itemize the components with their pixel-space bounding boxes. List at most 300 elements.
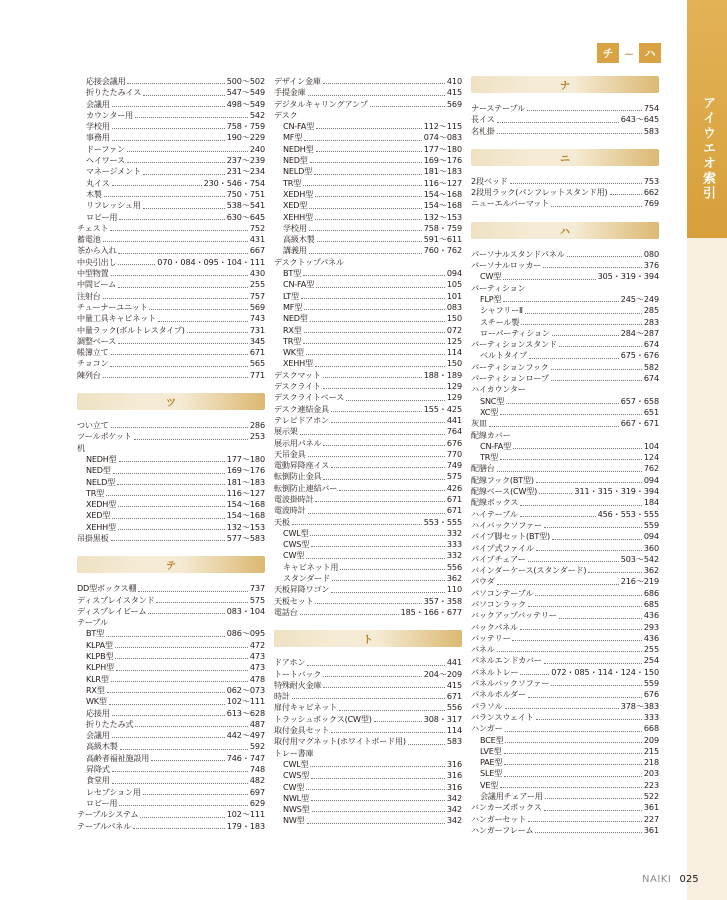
entry-label: RX型	[283, 324, 302, 335]
section-tab-shade	[687, 238, 727, 900]
entry-label: XED型	[283, 200, 308, 211]
entry-label: CWL型	[283, 527, 309, 538]
index-entry	[274, 550, 462, 561]
entry-label: 食堂用	[86, 775, 110, 786]
leader-dots	[103, 377, 248, 378]
entry-label: テーブルパネル	[77, 820, 131, 831]
entry-pages: 749	[446, 460, 462, 471]
leader-dots	[308, 456, 445, 457]
entry-pages: 762	[643, 463, 659, 474]
entry-pages: 559	[643, 678, 659, 689]
leader-dots	[551, 685, 642, 686]
entry-label: ドーファン	[86, 143, 125, 154]
index-entry	[77, 370, 265, 381]
entry-label: 会議用チェアー用	[480, 791, 543, 802]
entry-pages: 114	[446, 725, 462, 736]
entry-label: LVE型	[480, 745, 502, 756]
index-entry	[77, 336, 265, 347]
entry-pages: 237～239	[226, 155, 265, 166]
index-entry	[77, 454, 265, 465]
index-entry	[274, 200, 462, 211]
entry-label: 電波時計	[274, 505, 306, 516]
leader-dots	[543, 267, 642, 268]
leader-dots	[119, 461, 225, 462]
entry-label: 木製	[86, 188, 102, 199]
index-entry	[471, 689, 659, 700]
index-entry	[274, 76, 462, 87]
entry-label: シャフリーⅡ	[480, 305, 523, 316]
leader-dots	[310, 162, 422, 163]
leader-dots	[119, 805, 248, 806]
leader-dots	[304, 309, 445, 310]
entry-label: ディスプレイスタンド	[77, 594, 155, 605]
entry-pages: 231～234	[226, 166, 265, 177]
leader-dots	[127, 162, 225, 163]
entry-pages: 361	[643, 802, 659, 813]
entry-label: MF型	[283, 132, 303, 143]
leader-dots	[118, 264, 155, 265]
leader-dots	[110, 230, 248, 231]
entry-label: 中量ラック(ボルトレスタイプ)	[77, 324, 185, 335]
index-entry	[471, 187, 659, 198]
entry-pages: 062～073	[226, 684, 265, 695]
entry-label: スタンダード	[283, 573, 331, 584]
entry-label: パソコンテーブル	[471, 587, 534, 598]
entry-pages: 253	[249, 431, 265, 442]
leader-dots	[118, 506, 225, 507]
leader-dots	[497, 584, 619, 585]
entry-pages: 592	[249, 741, 265, 752]
entry-pages: 582	[643, 361, 659, 372]
entry-pages: 185・166・677	[400, 606, 462, 617]
leader-dots	[559, 346, 642, 347]
leader-dots	[527, 110, 642, 111]
entry-pages: 410	[446, 76, 462, 86]
entry-label: 時計	[274, 691, 290, 702]
leader-dots	[104, 196, 225, 197]
entry-label: NED型	[86, 465, 111, 476]
leader-dots	[301, 298, 445, 299]
entry-label: XEHH型	[86, 521, 116, 532]
index-entry	[274, 449, 462, 460]
entry-label: テレビドアホン	[274, 414, 329, 425]
entry-label: 応接用	[86, 707, 110, 718]
index-entry	[274, 528, 462, 539]
leader-dots	[316, 128, 422, 129]
index-entry	[274, 178, 462, 189]
leader-dots	[339, 490, 445, 491]
leader-dots	[525, 313, 642, 314]
index-entry	[77, 431, 265, 442]
entry-pages: 569	[249, 301, 265, 312]
entry-label: 中間ビーム	[77, 279, 117, 290]
page-number: 025	[679, 874, 699, 885]
entry-label: デスクマット	[274, 369, 321, 380]
leader-dots	[106, 495, 225, 496]
entry-pages: 216～219	[620, 576, 659, 587]
entry-label: XEDH型	[86, 499, 117, 510]
entry-label: RX型	[86, 684, 105, 695]
index-entry	[471, 746, 659, 757]
leader-dots	[539, 493, 572, 494]
leader-dots	[610, 194, 642, 195]
entry-pages: 685	[643, 598, 659, 609]
leader-dots	[512, 640, 641, 641]
leader-dots	[309, 230, 422, 231]
index-entry	[77, 420, 265, 431]
leader-dots	[497, 133, 642, 134]
entry-pages: 154～168	[226, 499, 265, 510]
entry-pages: 674	[643, 339, 659, 350]
leader-dots	[112, 128, 225, 129]
entry-label: 中型物置	[77, 268, 109, 279]
entry-label: パイプチェアー	[471, 553, 526, 564]
entry-pages: 080	[643, 248, 659, 259]
leader-dots	[120, 749, 248, 750]
leader-dots	[138, 591, 247, 592]
leader-dots	[127, 151, 248, 152]
entry-pages: 125	[446, 335, 462, 346]
leader-dots	[528, 561, 619, 562]
entry-label: 配膳台	[471, 463, 495, 474]
entry-label: ハイテーブル	[471, 508, 518, 519]
entry-label: パネルエンドカバー	[471, 655, 542, 666]
entry-label: パソコンラック	[471, 598, 526, 609]
entry-pages: 086～095	[226, 628, 265, 639]
index-entry	[471, 384, 659, 395]
entry-label: パウダ	[471, 576, 495, 587]
index-entry	[274, 279, 462, 290]
index-entry	[471, 260, 659, 271]
leader-dots	[149, 309, 247, 310]
entry-pages: 643～645	[620, 114, 659, 125]
index-entry	[77, 533, 265, 544]
leader-dots	[112, 106, 225, 107]
entry-label: 折りたたみイス	[86, 87, 142, 98]
index-entry	[471, 678, 659, 689]
index-entry	[471, 441, 659, 452]
entry-pages: 357・358	[423, 595, 462, 606]
entry-pages: 101	[446, 290, 462, 301]
entry-label: テーブル	[77, 617, 108, 628]
index-entry	[77, 628, 265, 639]
index-entry	[471, 328, 659, 339]
entry-label: マネージメント	[86, 166, 141, 177]
entry-label: 講義用	[283, 245, 307, 256]
index-entry	[77, 775, 265, 786]
entry-pages: 316	[446, 781, 462, 792]
leader-dots	[339, 710, 445, 711]
entry-label: チューナーユニット	[77, 301, 148, 312]
entry-label: ハンガー	[471, 723, 503, 734]
entry-pages: 083	[446, 301, 462, 312]
entry-label: 展示用パネル	[274, 437, 322, 448]
index-entry	[274, 99, 462, 110]
leader-dots	[528, 606, 642, 607]
entry-pages: 569	[446, 98, 462, 109]
entry-label: 転倒防止連結バー	[274, 482, 338, 493]
entry-label: 蓄電池	[77, 234, 101, 245]
entry-pages: 436	[643, 632, 659, 643]
entry-label: バンカーズボックス	[471, 802, 542, 813]
kana-range-separator: －	[624, 49, 634, 61]
entry-pages: 676	[446, 437, 462, 448]
entry-label: WK型	[86, 696, 107, 707]
entry-label: 天板	[274, 516, 290, 527]
index-entry	[77, 121, 265, 132]
entry-label: XEHH型	[283, 358, 313, 369]
index-entry	[471, 554, 659, 565]
leader-dots	[117, 484, 225, 485]
index-entry	[274, 714, 462, 725]
entry-pages: 345	[249, 335, 265, 346]
entry-label: 調整ベース	[77, 335, 117, 346]
index-entry	[77, 443, 265, 454]
entry-pages: 181～183	[423, 166, 462, 177]
entry-label: リフレッシュ用	[86, 200, 141, 211]
leader-dots	[497, 471, 642, 472]
entry-label: トラッシュボックス(CW型)	[274, 713, 372, 724]
entry-pages: 657・658	[620, 395, 659, 406]
entry-pages: 668	[643, 723, 659, 734]
entry-label: 長イス	[471, 114, 495, 125]
index-column-2	[274, 76, 462, 827]
entry-label: 陳列台	[77, 369, 101, 380]
index-entry	[471, 565, 659, 576]
entry-label: チェスト	[77, 222, 109, 233]
entry-label: レセプション用	[86, 786, 141, 797]
entry-pages: 522	[643, 791, 659, 802]
entry-label: MF型	[283, 301, 303, 312]
entry-label: パーティションロープ	[471, 373, 549, 384]
entry-label: 電話台	[274, 606, 298, 617]
entry-label: デスクトップパネル	[274, 256, 344, 267]
entry-pages: 132～153	[423, 211, 462, 222]
leader-dots	[307, 823, 445, 824]
leader-dots	[143, 174, 225, 175]
entry-pages: 591～611	[423, 234, 462, 245]
index-entry	[471, 757, 659, 768]
entry-label: 電動昇降座イス	[274, 460, 330, 471]
entry-label: デスク連結金具	[274, 403, 329, 414]
entry-label: ツールポケット	[77, 431, 132, 442]
index-entry	[471, 396, 659, 407]
index-entry	[274, 657, 462, 668]
index-entry	[471, 802, 659, 813]
leader-dots	[314, 174, 422, 175]
index-entry	[77, 465, 265, 476]
index-entry	[274, 584, 462, 595]
index-entry	[77, 499, 265, 510]
entry-pages: 308・317	[423, 713, 462, 724]
entry-pages: 342	[446, 804, 462, 815]
entry-label: パーソナルロッカー	[471, 260, 542, 271]
entry-pages: 547～549	[226, 87, 265, 98]
entry-label: ロビー用	[86, 211, 118, 222]
index-entry	[274, 725, 462, 736]
entry-label: パイプ式ファイル	[471, 542, 534, 553]
entry-label: バッテリー	[471, 632, 511, 643]
leader-dots	[552, 539, 642, 540]
leader-dots	[506, 403, 619, 404]
entry-pages: 154～168	[423, 188, 462, 199]
leader-dots	[292, 524, 422, 525]
entry-label: NED型	[283, 313, 308, 324]
entry-label: パーティションフック	[471, 361, 549, 372]
leader-dots	[133, 828, 225, 829]
leader-dots	[536, 482, 642, 483]
entry-pages: 286	[249, 420, 265, 431]
index-entry	[274, 415, 462, 426]
leader-dots	[489, 426, 619, 427]
entry-pages: 112～115	[423, 121, 462, 132]
index-entry	[77, 708, 265, 719]
entry-pages: 770	[446, 448, 462, 459]
leader-dots	[109, 704, 225, 705]
leader-dots	[112, 783, 248, 784]
index-entry	[471, 780, 659, 791]
index-entry	[471, 735, 659, 746]
index-entry	[77, 787, 265, 798]
entry-label: CN-FA型	[480, 440, 511, 451]
leader-dots	[135, 726, 247, 727]
index-entry	[471, 407, 659, 418]
entry-pages: 583	[446, 736, 462, 747]
index-entry	[471, 283, 659, 294]
index-entry	[274, 313, 462, 324]
entry-pages: 285	[643, 305, 659, 316]
entry-label: 事務用	[86, 132, 110, 143]
entry-label: CN-FA型	[283, 279, 314, 290]
leader-dots	[510, 183, 642, 184]
index-entry	[77, 144, 265, 155]
entry-label: CWL型	[283, 758, 309, 769]
index-entry	[471, 599, 659, 610]
index-entry	[77, 730, 265, 741]
entry-pages: 169～176	[226, 465, 265, 476]
entry-label: 応接会議用	[86, 76, 126, 86]
index-entry	[471, 520, 659, 531]
leader-dots	[306, 558, 445, 559]
leader-dots	[158, 321, 248, 322]
leader-dots	[505, 708, 619, 709]
entry-pages: 764	[446, 426, 462, 437]
entry-pages: 177～180	[423, 143, 462, 154]
entry-label: 会議用	[86, 98, 110, 109]
leader-dots	[504, 776, 642, 777]
entry-pages: 110	[446, 584, 462, 595]
leader-dots	[115, 658, 247, 659]
leader-dots	[310, 321, 445, 322]
leader-dots	[118, 287, 248, 288]
leader-dots	[310, 535, 444, 536]
leader-dots	[119, 219, 224, 220]
leader-dots	[551, 369, 642, 370]
index-entry	[77, 696, 265, 707]
leader-dots	[544, 663, 642, 664]
entry-pages: 245～249	[620, 293, 659, 304]
leader-dots	[316, 287, 445, 288]
entry-label: 転倒防止金具	[274, 471, 322, 482]
entry-pages: 072	[446, 324, 462, 335]
entry-label: NED型	[283, 155, 308, 166]
entry-pages: 184	[643, 497, 659, 508]
entry-pages: 129	[446, 381, 462, 392]
index-column-1	[77, 76, 265, 832]
entry-label: 2段ベッド	[471, 175, 508, 186]
entry-label: ヘイワース	[86, 155, 126, 166]
leader-dots	[323, 687, 444, 688]
entry-pages: 311・315・319・394	[574, 486, 659, 497]
leader-dots	[309, 208, 422, 209]
index-entry	[274, 517, 462, 528]
entry-pages: 255	[249, 279, 265, 290]
index-entry	[274, 257, 462, 268]
entry-pages: 094	[643, 531, 659, 542]
leader-dots	[374, 721, 422, 722]
index-entry	[274, 144, 462, 155]
leader-dots	[331, 592, 445, 593]
entry-label: つい立て	[77, 420, 109, 431]
leader-dots	[497, 651, 642, 652]
index-entry	[77, 764, 265, 775]
entry-label: チョコン	[77, 358, 109, 369]
entry-pages: 750・751	[226, 188, 265, 199]
leader-dots	[331, 422, 445, 423]
leader-dots	[110, 366, 248, 367]
entry-pages: 482	[249, 775, 265, 786]
index-entry	[274, 223, 462, 234]
index-entry	[471, 633, 659, 644]
entry-pages: 667・671	[620, 418, 659, 429]
index-entry	[274, 347, 462, 358]
entry-label: パーティション	[471, 282, 526, 293]
index-entry	[77, 753, 265, 764]
entry-label: XEDH型	[283, 188, 314, 199]
entry-label: 注射台	[77, 290, 101, 301]
index-entry	[471, 176, 659, 187]
leader-dots	[504, 764, 642, 765]
entry-label: NEDH型	[86, 453, 117, 464]
entry-pages: 215	[643, 745, 659, 756]
entry-pages: 771	[249, 369, 265, 380]
entry-pages: 083・104	[226, 605, 265, 616]
index-entry	[274, 426, 462, 437]
section-header: ニ	[471, 149, 659, 166]
entry-label: 配線フック(BT型)	[471, 474, 534, 485]
index-entry	[471, 644, 659, 655]
index-entry	[274, 804, 462, 815]
entry-pages: 415	[446, 679, 462, 690]
entry-pages: 114	[446, 347, 462, 358]
leader-dots	[513, 448, 642, 449]
entry-label: バックパネル	[471, 621, 518, 632]
leader-dots	[300, 614, 399, 615]
entry-label: 茶から入れ	[77, 245, 117, 256]
index-entry	[274, 291, 462, 302]
index-entry	[274, 438, 462, 449]
entry-pages: 503～542	[620, 553, 659, 564]
entry-pages: 671	[446, 505, 462, 516]
entry-label: 中量工具キャビネット	[77, 313, 156, 324]
index-entry	[471, 271, 659, 282]
entry-pages: 473	[249, 651, 265, 662]
index-entry	[274, 562, 462, 573]
entry-pages: 204～209	[423, 668, 462, 679]
entry-pages: 361	[643, 824, 659, 835]
index-entry	[274, 404, 462, 415]
leader-dots	[520, 516, 596, 517]
